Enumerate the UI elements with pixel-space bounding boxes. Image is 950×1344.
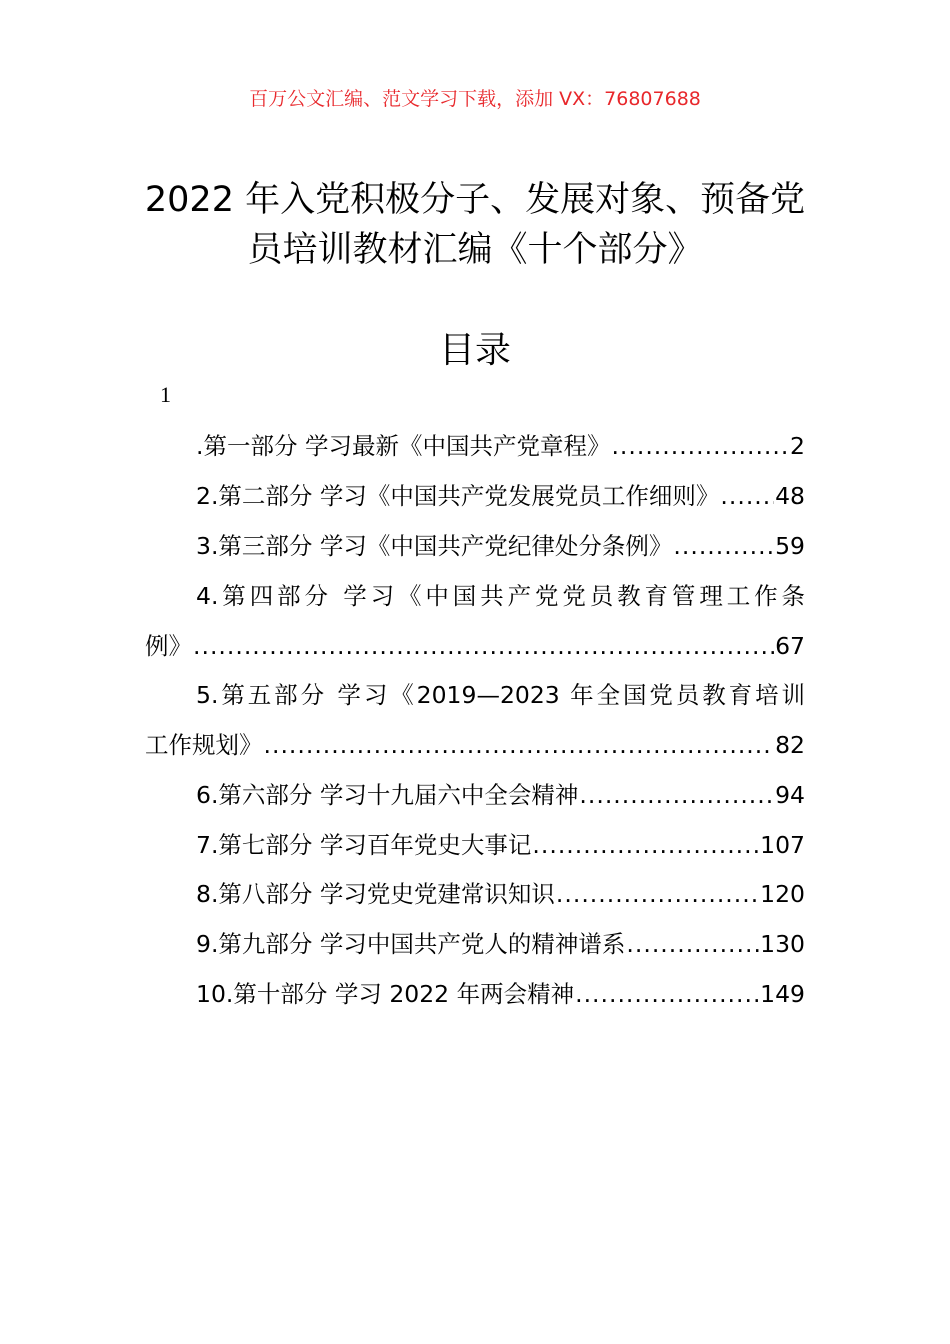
toc-entry-title: 6.第六部分 学习十九届六中全会精神 (196, 781, 579, 809)
toc-entry-title-cont: 例》 (145, 632, 192, 660)
toc-entry-title: 3.第三部分 学习《中国共产党纪律处分条例》 (196, 532, 673, 560)
toc-entry-page: 82 (775, 731, 805, 759)
toc-heading: 目录 (438, 330, 511, 371)
toc-leader (193, 632, 774, 660)
toc-entry-title: 7.第七部分 学习百年党史大事记 (196, 831, 532, 859)
toc-entry-4[interactable] (196, 577, 805, 611)
toc-entry-5-cont[interactable] (145, 726, 805, 760)
toc-entry-page: 120 (760, 880, 805, 908)
toc-leader (626, 930, 759, 958)
toc-entry-page: 94 (775, 781, 805, 809)
toc-leader (720, 482, 774, 510)
toc-entry-title: 2.第二部分 学习《中国共产党发展党员工作细则》 (196, 482, 720, 510)
toc-entry-page: 149 (760, 980, 805, 1008)
toc-entry-title: 9.第九部分 学习中国共产党人的精神谱系 (196, 930, 626, 958)
toc-leader (579, 781, 774, 809)
toc-entry-9[interactable] (196, 925, 805, 959)
document-title-line-1: 2022 年入党积极分子、发展对象、预备党 (144, 180, 806, 220)
toc-entry-title: 8.第八部分 学习党史党建常识知识 (196, 880, 555, 908)
toc-entry-page: 130 (760, 930, 805, 958)
toc-entry-page: 107 (760, 831, 805, 859)
toc-entry-title: .第一部分 学习最新《中国共产党章程》 (196, 432, 611, 460)
toc-leader (673, 532, 774, 560)
toc-entry-title: 5.第五部分 学习《2019—2023 年全国党员教育培训 (196, 681, 805, 709)
toc-entry-page: 2 (790, 432, 805, 460)
toc-entry-page: 48 (775, 482, 805, 510)
toc-entry-3[interactable] (196, 527, 805, 561)
toc-leader (611, 432, 789, 460)
toc-entry-10[interactable] (196, 975, 805, 1009)
toc-entry-title: 4.第四部分 学习《中国共产党党员教育管理工作条 (196, 582, 805, 610)
toc-leader (264, 731, 775, 759)
watermark-banner: 百万公文汇编、范文学习下载，添加 VX：76807688 (249, 88, 701, 110)
toc-entry-7[interactable] (196, 826, 805, 860)
toc-entry-page: 59 (775, 532, 805, 560)
page-marker: 1 (160, 382, 171, 407)
toc-leader (556, 880, 759, 908)
toc-entry-5[interactable] (196, 676, 805, 710)
document-title-line-2: 员培训教材汇编《十个部分》 (247, 230, 703, 270)
toc-entry-title: 10.第十部分 学习 2022 年两会精神 (196, 980, 575, 1008)
toc-leader (532, 831, 759, 859)
toc-entry-2[interactable] (196, 477, 805, 511)
toc-entry-page: 67 (775, 632, 805, 660)
toc-entry-6[interactable] (196, 776, 805, 810)
toc-entry-8[interactable] (196, 875, 805, 909)
toc-entry-title-cont: 工作规划》 (145, 731, 263, 759)
toc-leader (575, 980, 759, 1008)
toc-entry-1[interactable] (196, 427, 805, 461)
toc-entry-4-cont[interactable] (145, 627, 805, 661)
